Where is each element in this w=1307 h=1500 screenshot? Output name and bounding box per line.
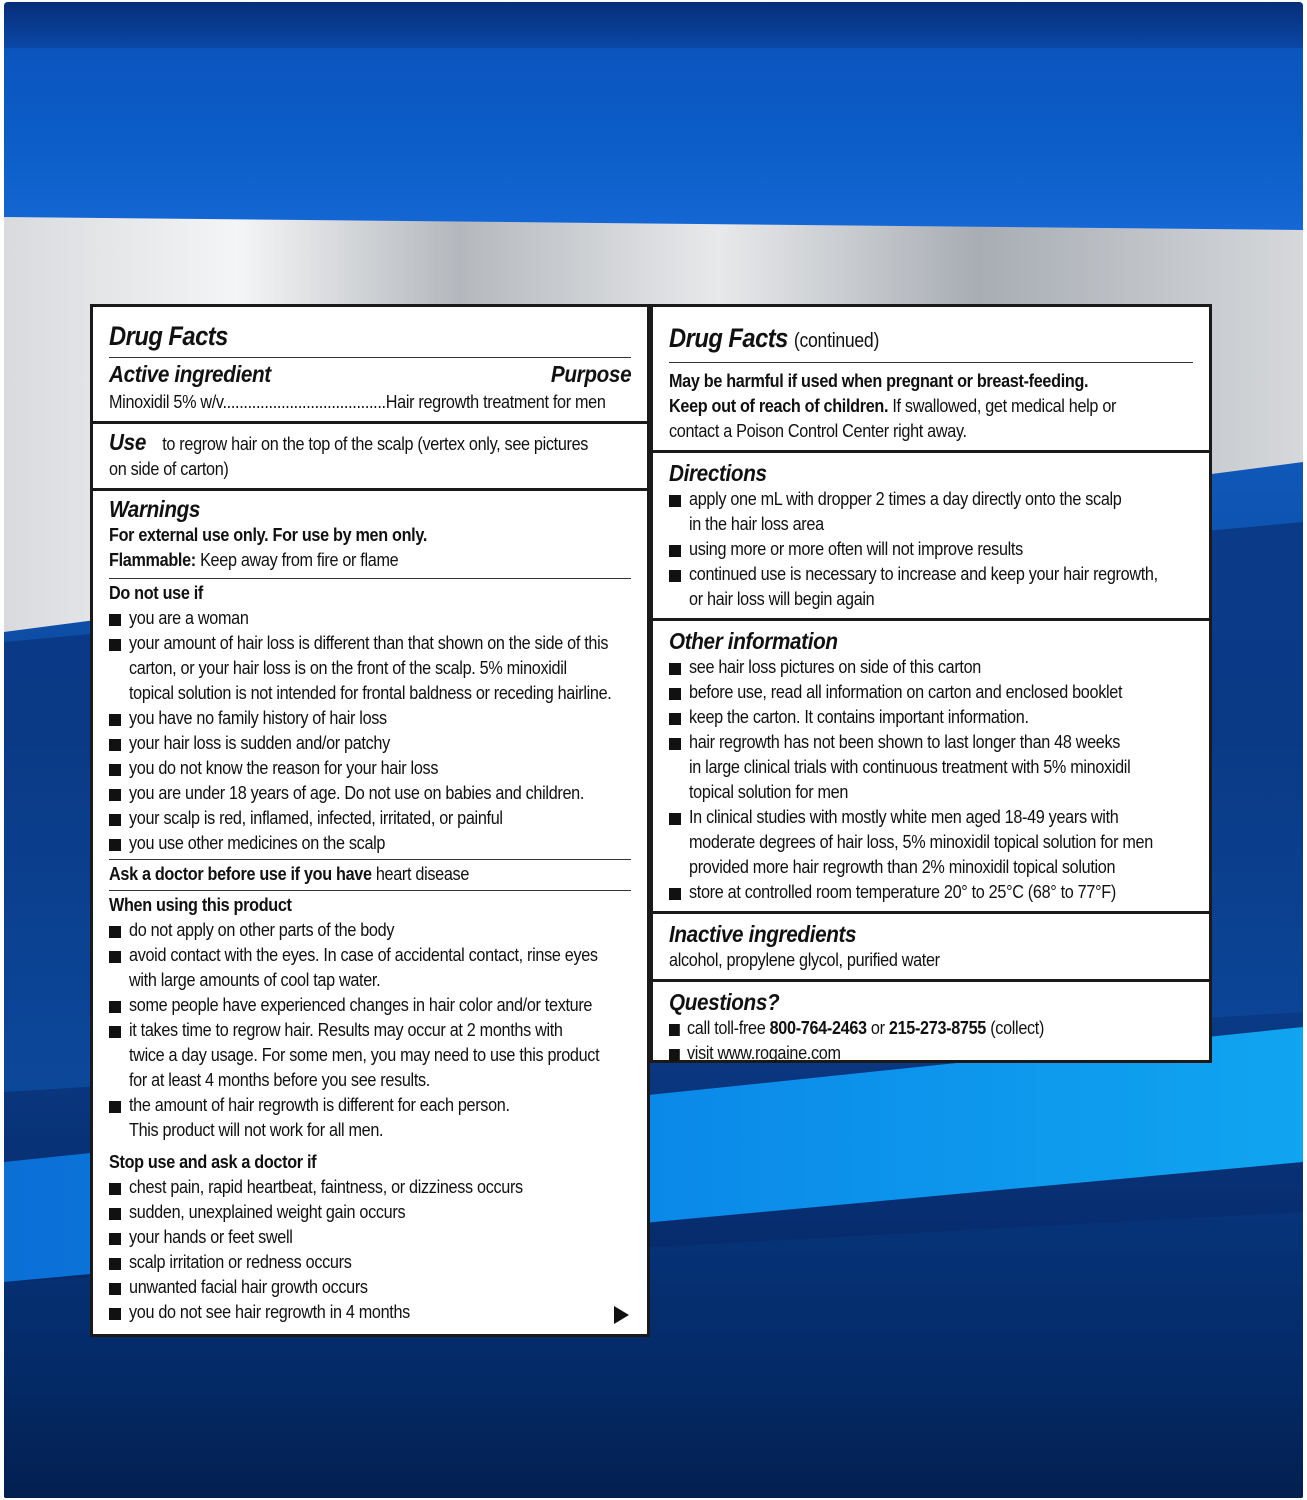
questions-label: Questions? xyxy=(669,989,780,1015)
list-item xyxy=(109,831,631,856)
list-item-line: unwanted facial hair growth occurs xyxy=(129,1277,368,1297)
directions-label: Directions xyxy=(669,460,767,486)
stop-use-label: Stop use and ask a doctor if xyxy=(109,1152,317,1172)
list-item-line: provided more hair regrowth than 2% minoxidil topical solution xyxy=(689,857,1116,877)
pregnancy-warning: May be harmful if used when pregnant or breast-feeding. xyxy=(669,371,1089,391)
list-item xyxy=(669,705,1193,730)
keep-out-text: If swallowed, get medical help or xyxy=(892,396,1117,416)
divider xyxy=(109,357,631,358)
list-item-line: chest pain, rapid heartbeat, faintness, or dizziness occurs xyxy=(129,1177,523,1197)
other-info-list xyxy=(669,655,1193,905)
drug-facts-panel-right xyxy=(650,304,1212,1063)
active-ingredient-label: Active ingredient xyxy=(109,361,271,387)
questions-section xyxy=(653,982,1209,1076)
list-item xyxy=(109,631,631,706)
inactive-ingredients-label: Inactive ingredients xyxy=(669,921,857,947)
list-item-line: you are a woman xyxy=(129,608,249,628)
list-item-line: carton, or your hair loss is on the front of the scalp. 5% minoxidil xyxy=(129,658,567,678)
stop-use-list xyxy=(109,1175,631,1325)
list-item xyxy=(109,1225,631,1250)
list-item xyxy=(109,706,631,731)
list-item xyxy=(669,655,1193,680)
or-text: or xyxy=(870,1018,885,1038)
list-item-line: some people have experienced changes in hair color and/or texture xyxy=(129,995,593,1015)
continued-label: (continued) xyxy=(793,330,880,352)
list-item xyxy=(669,805,1193,880)
list-item-line: keep the carton. It contains important information. xyxy=(689,707,1029,727)
divider xyxy=(109,578,631,579)
carton-top-edge xyxy=(4,2,1303,48)
use-line-1 xyxy=(109,429,589,457)
list-item-line: in large clinical trials with continuous treatment with 5% minoxidil xyxy=(689,757,1131,777)
list-item xyxy=(109,731,631,756)
list-item xyxy=(109,1018,631,1093)
drug-facts-panel-left xyxy=(90,304,650,1337)
ingredient-line: Minoxidil 5% w/v.......................................Hair regrowth treatment for men xyxy=(109,392,606,412)
list-item-line: with large amounts of cool tap water. xyxy=(129,970,381,990)
list-item xyxy=(669,730,1193,805)
when-using-label: When using this product xyxy=(109,895,292,915)
do-not-use-list xyxy=(109,606,631,856)
drug-facts-title: Drug Facts xyxy=(109,321,228,351)
other-info-section xyxy=(653,621,1209,914)
list-item-line: you are under 18 years of age. Do not use on babies and children. xyxy=(129,783,585,803)
list-item xyxy=(669,1041,1141,1066)
list-item-line: continued use is necessary to increase and keep your hair regrowth, xyxy=(689,564,1158,584)
list-item xyxy=(109,606,631,631)
list-item-line: topical solution for men xyxy=(689,782,849,802)
list-item xyxy=(669,880,1193,905)
list-item-line: avoid contact with the eyes. In case of accidental contact, rinse eyes xyxy=(129,945,598,965)
drug-facts-title-continued xyxy=(669,321,1130,358)
list-item-line: do not apply on other parts of the body xyxy=(129,920,395,940)
list-item-line: your hands or feet swell xyxy=(129,1227,293,1247)
pregnancy-section xyxy=(653,307,1209,453)
flammable-label: Flammable: xyxy=(109,550,196,570)
list-item-line: sudden, unexplained weight gain occurs xyxy=(129,1202,406,1222)
call-prefix: call toll-free xyxy=(687,1018,766,1038)
list-item-line: apply one mL with dropper 2 times a day directly onto the scalp xyxy=(689,489,1122,509)
right-title: Drug Facts xyxy=(669,323,788,353)
external-use-warning: For external use only. For use by men only. xyxy=(109,525,428,545)
list-item-line: you do not know the reason for your hair loss xyxy=(129,758,439,778)
list-item-line: the amount of hair regrowth is different for each person. xyxy=(129,1095,510,1115)
list-item-line: store at controlled room temperature 20° to 25°C (68° to 77°F) xyxy=(689,882,1116,902)
keep-out-label: Keep out of reach of children. xyxy=(669,396,889,416)
list-item xyxy=(109,1093,631,1143)
use-label: Use xyxy=(109,429,147,455)
divider xyxy=(669,362,1193,363)
list-item-line: you do not see hair regrowth in 4 months xyxy=(129,1302,410,1322)
divider xyxy=(109,859,631,860)
list-item-line: scalp irritation or redness occurs xyxy=(129,1252,352,1272)
list-item-line: topical solution is not intended for frontal baldness or receding hairline. xyxy=(129,683,612,703)
purpose-label: Purpose xyxy=(550,361,631,387)
inactive-ingredients-section xyxy=(653,914,1209,982)
divider xyxy=(109,890,631,891)
list-item-line: for at least 4 months before you see results. xyxy=(129,1070,430,1090)
directions-section xyxy=(653,453,1209,621)
list-item-line: you use other medicines on the scalp xyxy=(129,833,386,853)
list-item xyxy=(669,537,1193,562)
directions-list xyxy=(669,487,1193,612)
list-item-line: twice a day usage. For some men, you may need to use this product xyxy=(129,1045,600,1065)
website-text: visit www.rogaine.com xyxy=(687,1043,841,1063)
collect-text: (collect) xyxy=(990,1018,1045,1038)
list-item-line: your hair loss is sudden and/or patchy xyxy=(129,733,390,753)
other-info-label: Other information xyxy=(669,628,838,654)
list-item-line: your amount of hair loss is different than that shown on the side of this xyxy=(129,633,609,653)
list-item xyxy=(109,1175,631,1200)
questions-list xyxy=(669,1016,1193,1066)
list-item-line: in the hair loss area xyxy=(689,514,824,534)
active-ingredient-header xyxy=(109,360,631,388)
list-item-line: it takes time to regrow hair. Results may occur at 2 months with xyxy=(129,1020,563,1040)
keep-out-line-2: contact a Poison Control Center right away. xyxy=(669,421,967,441)
list-item-line: or hair loss will begin again xyxy=(689,589,875,609)
list-item-line: before use, read all information on carton and enclosed booklet xyxy=(689,682,1123,702)
continue-arrow-icon xyxy=(614,1306,629,1324)
list-item xyxy=(109,806,631,831)
list-item xyxy=(109,756,631,781)
list-item-line: This product will not work for all men. xyxy=(129,1120,384,1140)
list-item xyxy=(669,562,1193,612)
phone-collect: 215-273-8755 xyxy=(888,1018,987,1038)
flammable-line xyxy=(109,548,579,573)
list-item-line: In clinical studies with mostly white men aged 18-49 years with xyxy=(689,807,1119,827)
phone-toll-free: 800-764-2463 xyxy=(769,1018,867,1038)
when-using-list xyxy=(109,918,631,1143)
active-ingredient-section xyxy=(93,307,647,424)
keep-out-line xyxy=(669,394,1141,419)
list-item-line: hair regrowth has not been shown to last longer than 48 weeks xyxy=(689,732,1121,752)
use-line-2: on side of carton) xyxy=(109,459,229,479)
list-item xyxy=(669,1016,1141,1041)
list-item xyxy=(109,1250,631,1275)
ask-doctor-label: Ask a doctor before use if you have xyxy=(109,864,372,884)
list-item xyxy=(109,781,631,806)
list-item xyxy=(109,1300,631,1325)
list-item xyxy=(109,1275,631,1300)
flammable-text: Keep away from fire or flame xyxy=(200,550,399,570)
list-item-line: see hair loss pictures on side of this carton xyxy=(689,657,981,677)
use-text: to regrow hair on the top of the scalp (vertex only, see pictures xyxy=(162,434,589,454)
inactive-ingredients-text: alcohol, propylene glycol, purified water xyxy=(669,950,940,970)
ask-doctor-line xyxy=(109,862,579,887)
warnings-label: Warnings xyxy=(109,496,201,522)
list-item-line: moderate degrees of hair loss, 5% minoxidil topical solution for men xyxy=(689,832,1153,852)
list-item-line: using more or more often will not improve results xyxy=(689,539,1023,559)
use-section xyxy=(93,424,647,491)
do-not-use-label: Do not use if xyxy=(109,583,204,603)
list-item-line: you have no family history of hair loss xyxy=(129,708,387,728)
list-item xyxy=(109,1200,631,1225)
list-item-line: your scalp is red, inflamed, infected, irritated, or painful xyxy=(129,808,503,828)
ask-doctor-text: heart disease xyxy=(375,864,470,884)
list-item xyxy=(109,918,631,943)
list-item xyxy=(669,487,1193,537)
list-item xyxy=(109,943,631,993)
warnings-section xyxy=(93,491,647,1340)
list-item xyxy=(109,993,631,1018)
list-item xyxy=(669,680,1193,705)
